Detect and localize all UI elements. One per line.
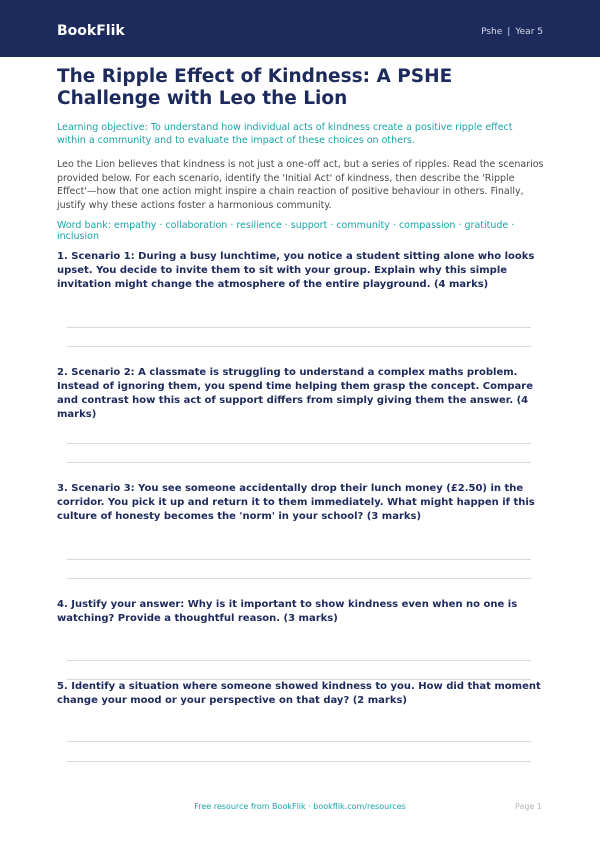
answer-line[interactable]: [67, 443, 531, 444]
answer-line[interactable]: [67, 327, 531, 328]
question-3: 3. Scenario 3: You see someone accidentally drop their lunch money (£2.50) in the corridor. You pick it up and return it to them immediately. What might happen if this culture of honesty becomes the 'norm' in your school? (3 marks): [57, 483, 535, 522]
answer-line[interactable]: [67, 559, 531, 560]
worksheet-title: The Ripple Effect of Kindness: A PSHE Challenge with Leo the Lion: [57, 66, 453, 109]
answer-line[interactable]: [67, 741, 531, 742]
word-bank: Word bank: empathy · collaboration · resilience · support · community · compassion · gratitude · inclusion: [57, 220, 515, 242]
brand-logo[interactable]: BookFlik: [57, 23, 125, 39]
instructions-paragraph: Leo the Lion believes that kindness is not just a one-off act, but a series of ripples. Read the scenarios provided below. For each scenario, identify the 'Initial Act' of kindness, then describe the 'Ripple Effect'—how that one action might inspire a chain reaction of positive behaviour in others. Finally, justify why these actions foster a harmonious community.: [57, 159, 544, 211]
question-4: 4. Justify your answer: Why is it important to show kindness even when no one is watching? Provide a thoughtful reason. (3 marks): [57, 599, 518, 624]
learning-objective: Learning objective: To understand how individual acts of kindness create a positive ripple effect within a community and to evaluate the impact of these choices on others.: [57, 122, 513, 146]
subject-label: Pshe: [481, 27, 503, 37]
answer-line[interactable]: [67, 346, 531, 347]
meta-separator: |: [507, 27, 511, 37]
subject-year-meta: [481, 27, 543, 37]
answer-line[interactable]: [67, 761, 531, 762]
question-1: 1. Scenario 1: During a busy lunchtime, you notice a student sitting alone who looks upset. You decide to invite them to sit with your group. Explain why this simple invitation might change the atmosphere of the entire playground. (4 marks): [57, 251, 535, 290]
header-bar: [0, 0, 600, 57]
year-label: Year 5: [515, 27, 543, 37]
question-2: 2. Scenario 2: A classmate is struggling to understand a complex maths problem. Instead of ignoring them, you spend time helping them grasp the concept. Compare and contrast how this act of support differs from simply giving them the answer. (4 marks): [57, 367, 533, 420]
answer-line[interactable]: [67, 578, 531, 579]
footer-credit[interactable]: Free resource from BookFlik · bookflik.com/resources: [194, 802, 406, 811]
answer-line[interactable]: [67, 462, 531, 463]
answer-line[interactable]: [67, 660, 531, 661]
page-number: Page 1: [515, 802, 542, 811]
question-5: 5. Identify a situation where someone showed kindness to you. How did that moment change your mood or your perspective on that day? (2 marks): [57, 681, 541, 706]
